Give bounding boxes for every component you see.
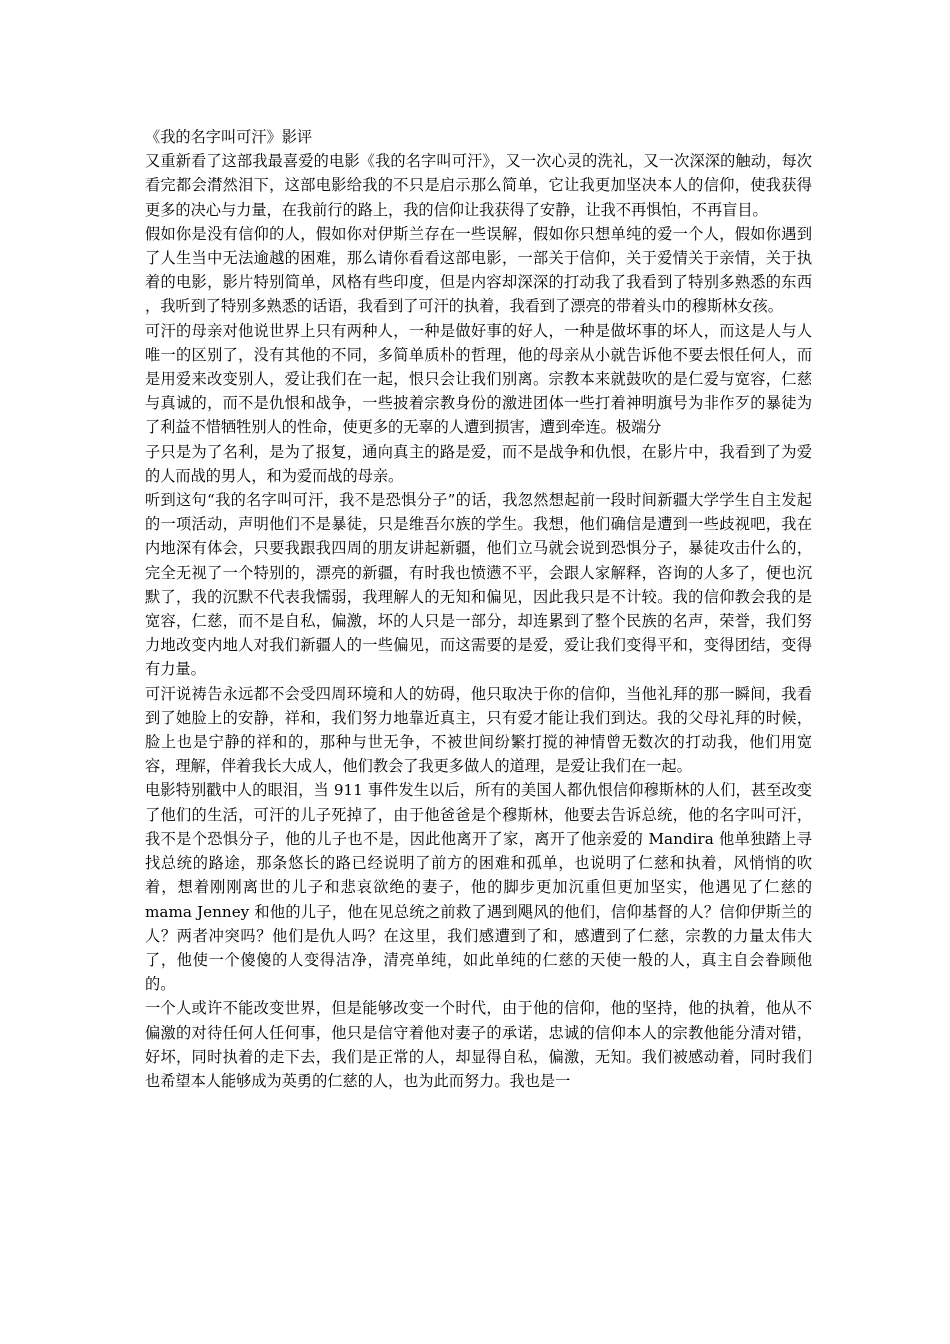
paragraph-8: 一个人或许不能改变世界，但是能够改变一个时代，由于他的信仰，他的坚持，他的执着，他从不偏激的对待任何人任何事，他只是信守着他对妻子的承诺，忠诚的信仰本人的宗教他能分清对错，好坏，同时执着的走下去，我们是正常的人，却显得自私，偏激，无知。我们被感动着，同时我们也希望本人能够成为英勇的仁慈的人，也为此而努力。我也是一 (145, 999, 812, 1090)
paragraph-5: 听到这句“我的名字叫可汗，我不是恐惧分子”的话，我忽然想起前一段时间新疆大学学生自主发起的一项活动，声明他们不是暴徒，只是维吾尔族的学生。我想，他们确信是遭到一些歧视吧，我在内地深有体会，只要我跟我四周的朋友讲起新疆，他们立马就会说到恐惧分子，暴徒攻击什么的，完全无视了一个特别的，漂亮的新疆，有时我也愤懑不平，会跟人家解释，咨询的人多了，便也沉默了，我的沉默不代表我懦弱，我理解人的无知和偏见，因此我只是不计较。我的信仰教会我的是宽容，仁慈，而不是自私，偏激，坏的人只是一部分，却连累到了整个民族的名声，荣誉，我们努力地改变内地人对我们新疆人的一些偏见，而这需要的是爱，爱让我们变得平和，变得团结，变得有力量。 (145, 491, 812, 679)
paragraph-1: 又重新看了这部我最喜爱的电影《我的名字叫可汗》，又一次心灵的洗礼，又一次深深的触动，每次看完都会潸然泪下，这部电影给我的不只是启示那么简单，它让我更加坚决本人的信仰，使我获得更多的决心与力量，在我前行的路上，我的信仰让我获得了安静，让我不再惧怕，不再盲目。 (145, 152, 812, 219)
paragraph-2: 假如你是没有信仰的人，假如你对伊斯兰存在一些误解，假如你只想单纯的爱一个人，假如你遇到了人生当中无法逾越的困难，那么请你看看这部电影，一部关于信仰，关于爱情关于亲情，关于执着的电影，影片特别简单，风格有些印度，但是内容却深深的打动我了我看到了特别多熟悉的东西 ，我听到了特别多熟悉的话语，我看到了可汗的执着，我看到了漂亮的带着头巾的穆斯林女孩。 (145, 224, 812, 316)
document-body (145, 125, 812, 1093)
paragraph-7: 电影特别戳中人的眼泪，当 911 事件发生以后，所有的美国人都仇恨信仰穆斯林的人们，甚至改变了他们的生活，可汗的儿子死掉了，由于他爸爸是个穆斯林，他要去告诉总统，他的名字叫可汗，我不是个恐惧分子，他的儿子也不是，因此他离开了家，离开了他亲爱的 Mandira 他单独踏上寻找总统的路途，那条悠长的路已经说明了前方的困难和孤单，也说明了仁慈和执着，风悄悄的吹着，想着刚刚离世的儿子和悲哀欲绝的妻子，他的脚步更加沉重但更加坚实，他遇见了仁慈的 mama Jenney 和他的儿子，他在见总统之前救了遇到飓风的他们，信仰基督的人？信仰伊斯兰的人？两者冲突吗？他们是仇人吗？在这里，我们感遭到了和，感遭到了仁慈，宗教的力量太伟大了，他使一个傻傻的人变得洁净，清亮单纯，如此单纯的仁慈的天使一般的人，真主自会眷顾他的。 (145, 781, 812, 994)
paragraph-6: 可汗说祷告永远都不会受四周环境和人的妨碍，他只取决于你的信仰，当他礼拜的那一瞬间，我看到了她脸上的安静，祥和，我们努力地靠近真主，只有爱才能让我们到达。我的父母礼拜的时候，脸上也是宁静的祥和的，那种与世无争，不被世间纷繁打搅的神情曾无数次的打动我，他们用宽容，理解，伴着我长大成人，他们教会了我更多做人的道理，是爱让我们在一起。 (145, 684, 812, 776)
paragraph-4: 子只是为了名利，是为了报复，通向真主的路是爱，而不是战争和仇恨，在影片中，我看到了为爱的人而战的男人，和为爱而战的母亲。 (145, 442, 812, 485)
paragraph-3: 可汗的母亲对他说世界上只有两种人，一种是做好事的好人，一种是做坏事的坏人，而这是人与人唯一的区别了，没有其他的不同，多简单质朴的哲理，他的母亲从小就告诉他不要去恨任何人，而是用爱来改变别人，爱让我们在一起，恨只会让我们别离。宗教本来就鼓吹的是仁爱与宽容，仁慈与真诚的，而不是仇恨和战争，一些披着宗教身份的激进团体一些打着神明旗号为非作歹的暴徒为了利益不惜牺牲别人的性命，使更多的无辜的人遭到损害，遭到牵连。极端分 (145, 321, 812, 437)
document-title: 《我的名字叫可汗》影评 (145, 128, 313, 146)
